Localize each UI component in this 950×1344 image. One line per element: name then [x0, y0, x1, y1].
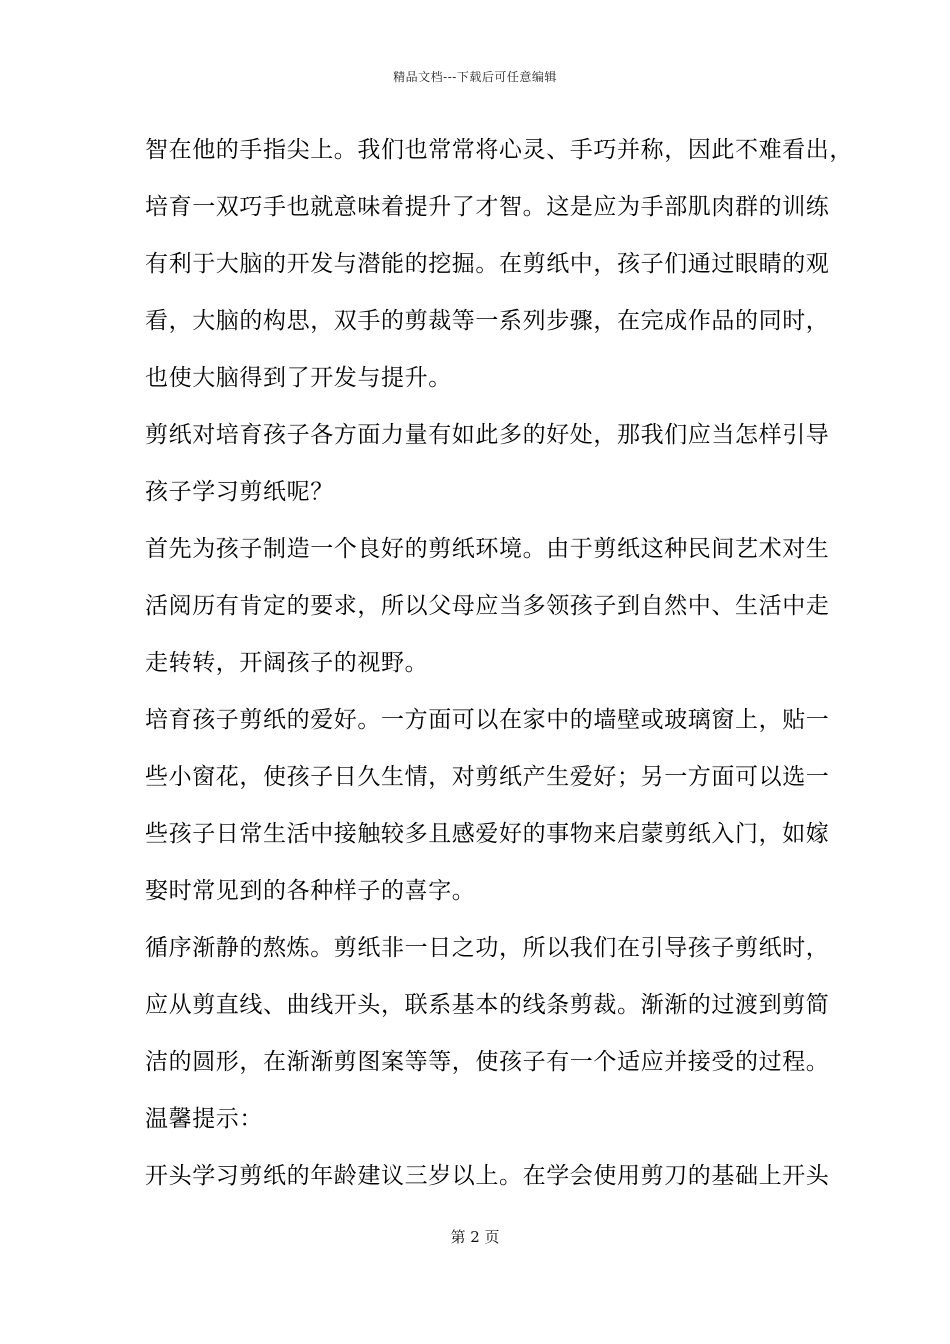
- paragraph-line: 有利于大脑的开发与潜能的挖掘。在剪纸中，孩子们通过眼睛的观: [145, 251, 830, 277]
- paragraph-line: 娶时常见到的各种样子的喜字。: [145, 878, 476, 904]
- paragraph-line: 看，大脑的构思，双手的剪裁等一系列步骤，在完成作品的同时，: [145, 308, 830, 334]
- paragraph-line: 应从剪直线、曲线开头，联系基本的线条剪裁。渐渐的过渡到剪简: [145, 992, 830, 1018]
- document-body: [145, 130, 853, 1213]
- paragraph-line: 些小窗花，使孩子日久生情，对剪纸产生爱好；另一方面可以选一: [145, 764, 830, 790]
- paragraph-line: 循序渐静的熬炼。剪纸非一日之功，所以我们在引导孩子剪纸时，: [145, 935, 830, 961]
- paragraph-line: 剪纸对培育孩子各方面力量有如此多的好处，那我们应当怎样引导: [145, 422, 830, 448]
- paragraph-line: 培育一双巧手也就意味着提升了才智。这是应为手部肌肉群的训练: [145, 194, 830, 220]
- paragraph-line: 走转转，开阔孩子的视野。: [145, 650, 429, 676]
- page-header: 精品文档---下载后可任意编辑: [393, 70, 557, 84]
- paragraph-line: 培育孩子剪纸的爱好。一方面可以在家中的墙壁或玻璃窗上，贴一: [145, 707, 830, 733]
- paragraph-line: 活阅历有肯定的要求，所以父母应当多领孩子到自然中、生活中走: [145, 593, 830, 619]
- paragraph-line: 也使大脑得到了开发与提升。: [145, 365, 452, 391]
- paragraph-line: 洁的圆形，在渐渐剪图案等等，使孩子有一个适应并接受的过程。: [145, 1049, 830, 1075]
- paragraph-line: 智在他的手指尖上。我们也常常将心灵、手巧并称，因此不难看出，: [145, 137, 853, 163]
- paragraph-line: 些孩子日常生活中接触较多且感爱好的事物来启蒙剪纸入门，如嫁: [145, 821, 830, 847]
- paragraph-line: 开头学习剪纸的年龄建议三岁以上。在学会使用剪刀的基础上开头: [145, 1163, 830, 1189]
- page-number: 第 2 页: [450, 1228, 500, 1246]
- paragraph-line: 孩子学习剪纸呢？: [145, 479, 334, 505]
- paragraph-line: 首先为孩子制造一个良好的剪纸环境。由于剪纸这种民间艺术对生: [145, 536, 830, 562]
- paragraph-line: 温馨提示：: [145, 1106, 263, 1132]
